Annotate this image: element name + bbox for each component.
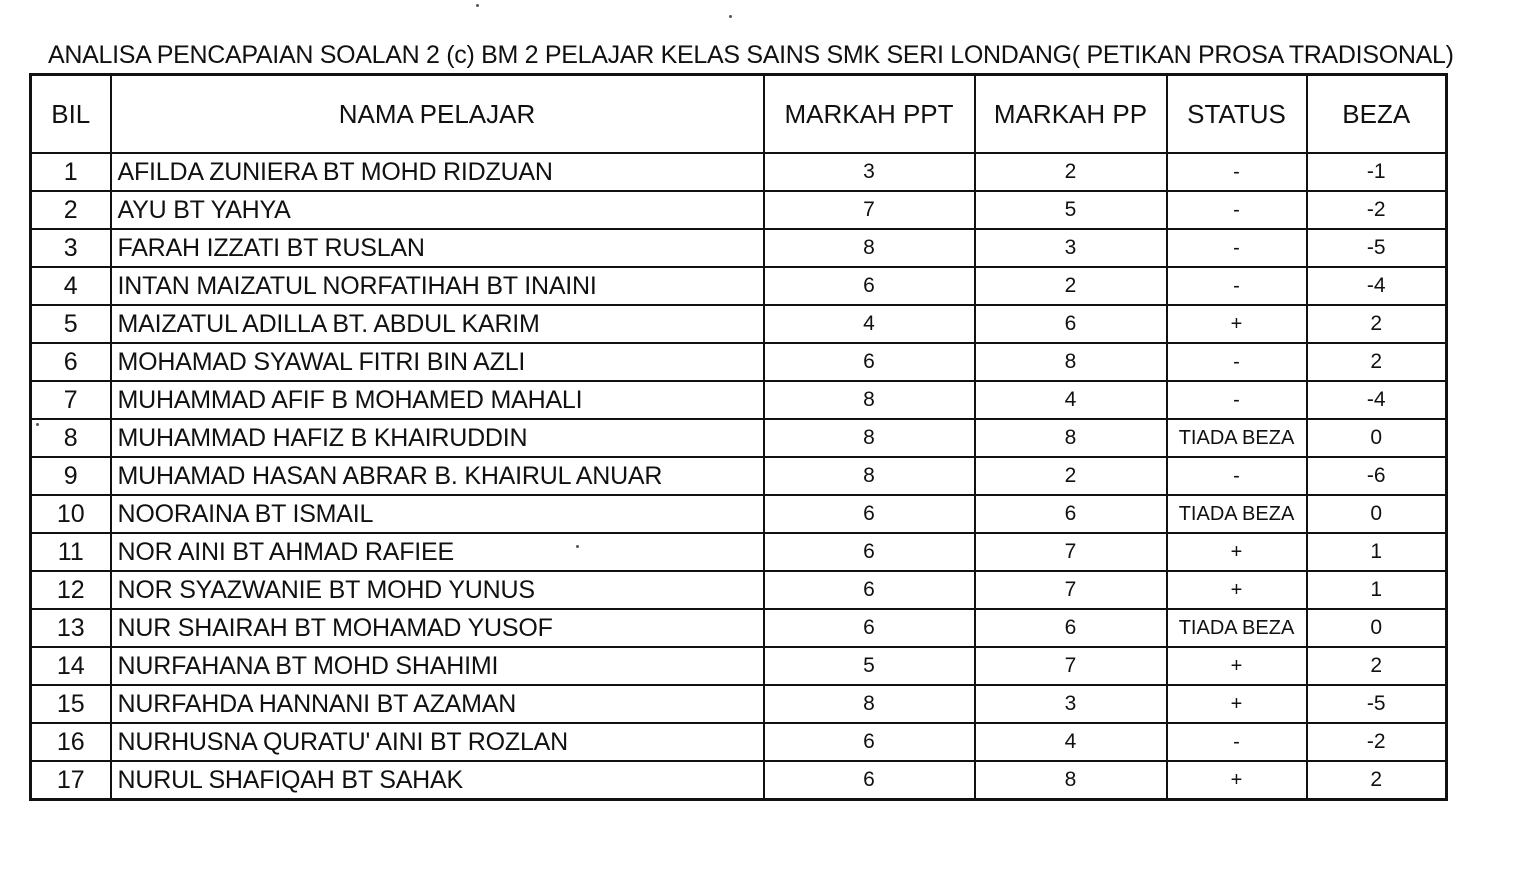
cell-nama-pelajar: NOR AINI BT AHMAD RAFIEE bbox=[111, 533, 764, 571]
cell-status: + bbox=[1167, 647, 1307, 685]
cell-nama-pelajar: MUHAMMAD AFIF B MOHAMED MAHALI bbox=[111, 381, 764, 419]
cell-markah-ppt: 6 bbox=[764, 761, 975, 800]
cell-bil: 14 bbox=[31, 647, 111, 685]
cell-beza: 0 bbox=[1307, 419, 1447, 457]
cell-nama-pelajar: MUHAMMAD HAFIZ B KHAIRUDDIN bbox=[111, 419, 764, 457]
cell-markah-ppt: 4 bbox=[764, 305, 975, 343]
cell-status: + bbox=[1167, 305, 1307, 343]
cell-status: - bbox=[1167, 723, 1307, 761]
cell-markah-ppt: 6 bbox=[764, 267, 975, 305]
cell-nama-pelajar: INTAN MAIZATUL NORFATIHAH BT INAINI bbox=[111, 267, 764, 305]
cell-status: TIADA BEZA bbox=[1167, 495, 1307, 533]
cell-markah-pp: 2 bbox=[975, 153, 1167, 191]
table-row bbox=[31, 723, 1447, 761]
cell-status: - bbox=[1167, 343, 1307, 381]
cell-status: - bbox=[1167, 191, 1307, 229]
cell-status: + bbox=[1167, 761, 1307, 800]
cell-bil: 5 bbox=[31, 305, 111, 343]
cell-beza: -2 bbox=[1307, 723, 1447, 761]
cell-status: - bbox=[1167, 229, 1307, 267]
table-body bbox=[31, 153, 1447, 800]
cell-beza: 2 bbox=[1307, 761, 1447, 800]
cell-bil: 8 bbox=[31, 419, 111, 457]
cell-bil: 13 bbox=[31, 609, 111, 647]
cell-markah-pp: 3 bbox=[975, 685, 1167, 723]
cell-markah-ppt: 5 bbox=[764, 647, 975, 685]
cell-bil: 11 bbox=[31, 533, 111, 571]
table-row bbox=[31, 419, 1447, 457]
cell-markah-ppt: 6 bbox=[764, 495, 975, 533]
header-markah-pp: MARKAH PP bbox=[975, 75, 1167, 154]
cell-beza: -2 bbox=[1307, 191, 1447, 229]
table-row bbox=[31, 571, 1447, 609]
cell-status: - bbox=[1167, 381, 1307, 419]
cell-nama-pelajar: NURFAHANA BT MOHD SHAHIMI bbox=[111, 647, 764, 685]
cell-beza: 1 bbox=[1307, 533, 1447, 571]
cell-beza: 2 bbox=[1307, 305, 1447, 343]
table-row bbox=[31, 153, 1447, 191]
cell-nama-pelajar: MUHAMAD HASAN ABRAR B. KHAIRUL ANUAR bbox=[111, 457, 764, 495]
cell-bil: 9 bbox=[31, 457, 111, 495]
cell-status: + bbox=[1167, 533, 1307, 571]
cell-markah-pp: 7 bbox=[975, 571, 1167, 609]
cell-bil: 2 bbox=[31, 191, 111, 229]
header-status: STATUS bbox=[1167, 75, 1307, 154]
cell-markah-ppt: 8 bbox=[764, 419, 975, 457]
cell-markah-ppt: 6 bbox=[764, 343, 975, 381]
table-row bbox=[31, 381, 1447, 419]
cell-markah-ppt: 8 bbox=[764, 229, 975, 267]
table-row bbox=[31, 609, 1447, 647]
cell-nama-pelajar: AYU BT YAHYA bbox=[111, 191, 764, 229]
cell-markah-pp: 4 bbox=[975, 723, 1167, 761]
cell-bil: 16 bbox=[31, 723, 111, 761]
cell-markah-pp: 2 bbox=[975, 267, 1167, 305]
cell-nama-pelajar: NOORAINA BT ISMAIL bbox=[111, 495, 764, 533]
cell-bil: 15 bbox=[31, 685, 111, 723]
cell-markah-ppt: 8 bbox=[764, 457, 975, 495]
cell-status: TIADA BEZA bbox=[1167, 609, 1307, 647]
results-table bbox=[29, 73, 1448, 801]
cell-nama-pelajar: NOR SYAZWANIE BT MOHD YUNUS bbox=[111, 571, 764, 609]
table-row bbox=[31, 305, 1447, 343]
cell-nama-pelajar: NURUL SHAFIQAH BT SAHAK bbox=[111, 761, 764, 800]
cell-bil: 7 bbox=[31, 381, 111, 419]
table-row bbox=[31, 267, 1447, 305]
cell-nama-pelajar: MAIZATUL ADILLA BT. ABDUL KARIM bbox=[111, 305, 764, 343]
table-header-row bbox=[31, 75, 1447, 154]
table-row bbox=[31, 457, 1447, 495]
cell-bil: 1 bbox=[31, 153, 111, 191]
cell-nama-pelajar: NUR SHAIRAH BT MOHAMAD YUSOF bbox=[111, 609, 764, 647]
cell-bil: 3 bbox=[31, 229, 111, 267]
cell-beza: -4 bbox=[1307, 381, 1447, 419]
cell-bil: 17 bbox=[31, 761, 111, 800]
cell-beza: 1 bbox=[1307, 571, 1447, 609]
cell-status: - bbox=[1167, 153, 1307, 191]
header-markah-ppt: MARKAH PPT bbox=[764, 75, 975, 154]
cell-markah-pp: 5 bbox=[975, 191, 1167, 229]
cell-nama-pelajar: MOHAMAD SYAWAL FITRI BIN AZLI bbox=[111, 343, 764, 381]
cell-status: - bbox=[1167, 457, 1307, 495]
table-row bbox=[31, 761, 1447, 800]
cell-status: TIADA BEZA bbox=[1167, 419, 1307, 457]
table-row bbox=[31, 685, 1447, 723]
cell-markah-pp: 8 bbox=[975, 419, 1167, 457]
cell-nama-pelajar: NURFAHDA HANNANI BT AZAMAN bbox=[111, 685, 764, 723]
cell-markah-pp: 2 bbox=[975, 457, 1167, 495]
table-row bbox=[31, 495, 1447, 533]
cell-beza: 0 bbox=[1307, 609, 1447, 647]
table-row bbox=[31, 229, 1447, 267]
table-row bbox=[31, 343, 1447, 381]
cell-markah-pp: 7 bbox=[975, 647, 1167, 685]
cell-markah-ppt: 8 bbox=[764, 381, 975, 419]
cell-markah-ppt: 6 bbox=[764, 571, 975, 609]
cell-markah-pp: 6 bbox=[975, 495, 1167, 533]
cell-markah-pp: 6 bbox=[975, 305, 1167, 343]
cell-bil: 12 bbox=[31, 571, 111, 609]
cell-beza: 0 bbox=[1307, 495, 1447, 533]
cell-markah-pp: 6 bbox=[975, 609, 1167, 647]
cell-beza: -5 bbox=[1307, 229, 1447, 267]
cell-nama-pelajar: NURHUSNA QURATU' AINI BT ROZLAN bbox=[111, 723, 764, 761]
cell-markah-pp: 4 bbox=[975, 381, 1167, 419]
header-nama-pelajar: NAMA PELAJAR bbox=[111, 75, 764, 154]
cell-beza: 2 bbox=[1307, 647, 1447, 685]
cell-markah-ppt: 8 bbox=[764, 685, 975, 723]
cell-markah-pp: 7 bbox=[975, 533, 1167, 571]
cell-markah-ppt: 6 bbox=[764, 609, 975, 647]
cell-nama-pelajar: AFILDA ZUNIERA BT MOHD RIDZUAN bbox=[111, 153, 764, 191]
cell-bil: 6 bbox=[31, 343, 111, 381]
cell-status: - bbox=[1167, 267, 1307, 305]
scan-speck bbox=[729, 15, 732, 18]
scan-speck bbox=[476, 4, 479, 7]
header-beza: BEZA bbox=[1307, 75, 1447, 154]
cell-markah-pp: 3 bbox=[975, 229, 1167, 267]
cell-beza: -1 bbox=[1307, 153, 1447, 191]
cell-markah-ppt: 7 bbox=[764, 191, 975, 229]
cell-markah-ppt: 6 bbox=[764, 723, 975, 761]
cell-beza: 2 bbox=[1307, 343, 1447, 381]
cell-beza: -5 bbox=[1307, 685, 1447, 723]
cell-status: + bbox=[1167, 685, 1307, 723]
cell-status: + bbox=[1167, 571, 1307, 609]
cell-markah-pp: 8 bbox=[975, 343, 1167, 381]
cell-nama-pelajar: FARAH IZZATI BT RUSLAN bbox=[111, 229, 764, 267]
cell-markah-ppt: 3 bbox=[764, 153, 975, 191]
table-row bbox=[31, 191, 1447, 229]
cell-markah-pp: 8 bbox=[975, 761, 1167, 800]
cell-bil: 10 bbox=[31, 495, 111, 533]
document-title: ANALISA PENCAPAIAN SOALAN 2 (c) BM 2 PELAJAR KELAS SAINS SMK SERI LONDANG( PETIKAN PROSA TRADISONAL) bbox=[48, 41, 1454, 69]
cell-beza: -4 bbox=[1307, 267, 1447, 305]
cell-beza: -6 bbox=[1307, 457, 1447, 495]
cell-markah-ppt: 6 bbox=[764, 533, 975, 571]
cell-bil: 4 bbox=[31, 267, 111, 305]
table-row bbox=[31, 647, 1447, 685]
table-row bbox=[31, 533, 1447, 571]
header-bil: BIL bbox=[31, 75, 111, 154]
